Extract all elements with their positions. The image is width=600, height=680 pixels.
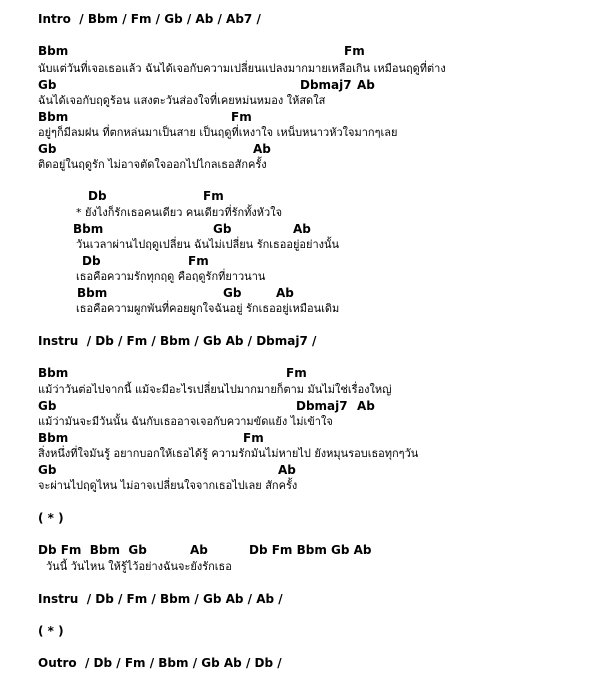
bridge-chords-3: Db Fm Bbm Gb Ab [249,543,372,557]
verse1-chord-fm-2: Fm [231,110,252,124]
verse2-chord-ab: Ab [357,399,375,413]
verse1-lyric-1: นับแต่วันที่เจอเธอแล้ว ฉันได้เจอกับความเปลี่ยนแปลงมากมายเหลือเกิน เหมือนฤดูที่ต่าง [38,62,446,75]
chorus-lyric-4: เธอคือความผูกพันที่คอยผูกใจฉันอยู่ รักเธออยู่เหมือนเดิม [76,302,340,315]
verse2-chord-bbm: Bbm [38,366,69,380]
verse2-chord-gb-2: Gb [38,463,57,477]
verse1-chord-gb: Gb [38,78,57,92]
verse1-chord-ab-2: Ab [253,142,271,156]
chorus-chord-gb-2: Gb [223,286,242,300]
verse2-lyric-3: สิ่งหนึ่งที่ใจมันรู้ อยากบอกให้เธอได้รู้ ความรักมันไม่หายไป ยังหมุนรอบเธอทุกๆวัน [38,447,419,460]
chorus-lyric-3: เธอคือความรักทุกฤดู คือฤดูรักที่ยาวนาน [76,270,266,283]
verse1-chord-ab: Ab [357,78,375,92]
verse2-lyric-4: จะผ่านไปฤดูไหน ไม่อาจเปลี่ยนใจจากเธอไปเลย สักครั้ง [38,479,298,492]
verse1-chord-bbm-2: Bbm [38,110,69,124]
verse1-chord-gb-2: Gb [38,142,57,156]
chorus-chord-bbm-2: Bbm [77,286,108,300]
chorus-chord-fm-2: Fm [188,254,209,268]
bridge-chords-1: Db Fm Bbm Gb [38,543,147,557]
verse1-lyric-4: ติดอยู่ในฤดูรัก ไม่อาจตัดใจออกไปไกลเธอสักครั้ง [38,158,267,171]
instru-line-1: Instru / Db / Fm / Bbm / Gb Ab / Dbmaj7 / [38,334,317,348]
chorus-lyric-2: วันเวลาผ่านไปฤดูเปลี่ยน ฉันไม่เปลี่ยน รักเธออยู่อย่างนั้น [76,238,340,251]
verse2-chord-fm: Fm [286,366,307,380]
verse2-chord-fm-2: Fm [243,431,264,445]
chorus-repeat-marker-2: ( * ) [38,624,64,638]
chorus-chord-gb: Gb [213,222,232,236]
instru-line-2: Instru / Db / Fm / Bbm / Gb Ab / Ab / [38,592,283,606]
verse1-chord-dbmaj7: Dbmaj7 [300,78,352,92]
verse1-lyric-2: ฉันได้เจอกับฤดูร้อน แสงตะวันส่องใจที่เคยหม่นหมอง ให้สดใส [38,94,326,107]
bridge-lyric: วันนี้ วันไหน ให้รู้ไว้อย่างฉันจะยังรักเธอ [46,560,232,573]
outro-line: Outro / Db / Fm / Bbm / Gb Ab / Db / [38,656,282,670]
chorus-lyric-1: * ยังไงก็รักเธอคนเดียว คนเดียวที่รักทั้งหัวใจ [76,206,283,219]
verse1-chord-bbm: Bbm [38,44,69,58]
verse2-chord-bbm-2: Bbm [38,431,69,445]
chorus-chord-bbm: Bbm [73,222,104,236]
verse2-chord-dbmaj7: Dbmaj7 [296,399,348,413]
verse2-chord-gb: Gb [38,399,57,413]
chorus-chord-ab: Ab [293,222,311,236]
chorus-chord-fm: Fm [203,189,224,203]
verse1-chord-fm: Fm [344,44,365,58]
chorus-chord-db-2: Db [82,254,101,268]
chorus-chord-ab-2: Ab [276,286,294,300]
verse1-lyric-3: อยู่ๆก็มีลมฝน ที่ตกหล่นมาเป็นสาย เป็นฤดูที่เหงาใจ เหน็บหนาวหัวใจมากๆเลย [38,126,398,139]
chorus-repeat-marker: ( * ) [38,511,64,525]
verse2-lyric-2: แม้ว่ามันจะมีวันนั้น ฉันกับเธออาจเจอกับความขัดแย้ง ไม่เข้าใจ [38,415,333,428]
verse2-chord-ab-2: Ab [278,463,296,477]
chorus-chord-db: Db [88,189,107,203]
bridge-chords-2: Ab [190,543,208,557]
verse2-lyric-1: แม้ว่าวันต่อไปจากนี้ แม้จะมีอะไรเปลี่ยนไปมากมายก็ตาม มันไม่ใช่เรื่องใหญ่ [38,383,392,396]
intro-line: Intro / Bbm / Fm / Gb / Ab / Ab7 / [38,12,261,26]
